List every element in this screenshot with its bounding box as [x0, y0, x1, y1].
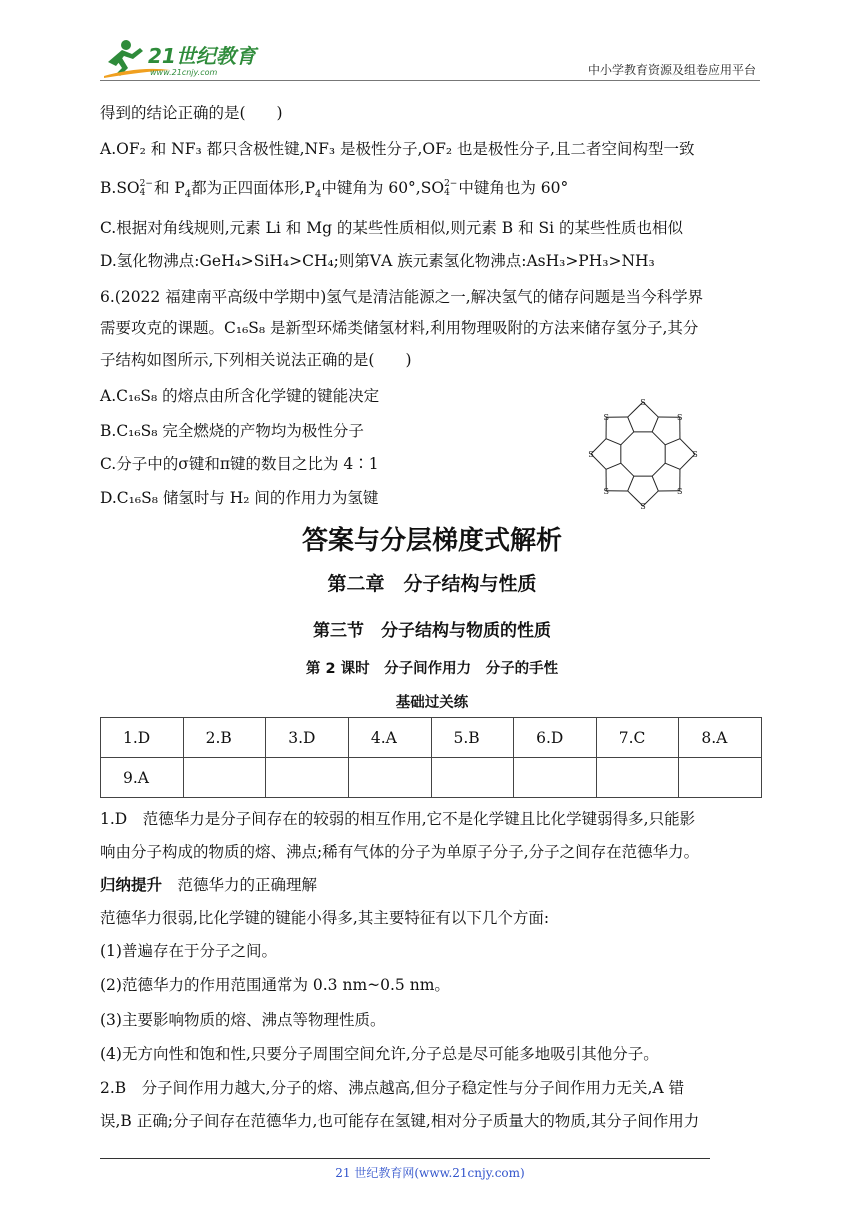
q6-stem-line2: 需要攻克的课题。C₁₆S₈ 是新型环烯类储氢材料,利用物理吸附的方法来储存氢分子,其分 — [100, 319, 699, 337]
main-title: 答案与分层梯度式解析 — [301, 526, 562, 556]
answer-cell: 2.B — [183, 718, 266, 758]
answer-cell — [679, 758, 762, 798]
q6-stem-line3: 子结构如图所示,下列相关说法正确的是( ) — [100, 351, 412, 369]
summary-label: 归纳提升 — [100, 876, 163, 894]
explanation-2-line1: 2.B 分子间作用力越大,分子的熔、沸点越高,但分子稳定性与分子间作用力无关,A 错 — [100, 1079, 685, 1097]
answer-cell — [348, 758, 431, 798]
q6-option-a: A.C₁₆S₈ 的熔点由所含化学键的键能决定 — [100, 387, 380, 405]
chapter-title: 第二章 分子结构与性质 — [327, 573, 537, 595]
sulfur-label: S — [677, 486, 683, 496]
summary-heading — [100, 874, 317, 896]
q5-option-a: A.OF₂ 和 NF₃ 都只含极性键,NF₃ 是极性分子,OF₂ 也是极性分子,且二者空间构型一致 — [100, 140, 695, 158]
q6-option-d: D.C₁₆S₈ 储氢时与 H₂ 间的作用力为氢键 — [100, 489, 379, 507]
explanation-1-line2: 响由分子构成的物质的熔、沸点;稀有气体的分子为单原子分子,分子之间存在范德华力。 — [100, 843, 700, 861]
answer-cell — [266, 758, 349, 798]
summary-point-4: (4)无方向性和饱和性,只要分子周围空间允许,分子总是尽可能多地吸引其他分子。 — [100, 1045, 659, 1063]
platform-name: 中小学教育资源及组卷应用平台 — [587, 63, 756, 77]
footer-source: 21 世纪教育网(www.21cnjy.com) — [335, 1166, 525, 1180]
summary-title: 范德华力的正确理解 — [162, 876, 318, 894]
sulfur-label: S — [640, 502, 646, 511]
explanation-1-line1: 1.D 范德华力是分子间存在的较弱的相互作用,它不是化学键且比化学键弱得多,只能影 — [100, 810, 696, 828]
footer-divider — [100, 1158, 710, 1159]
c16s8-molecule-diagram — [566, 394, 721, 512]
sulfur-label: S — [677, 413, 683, 423]
summary-point-1: (1)普遍存在于分子之间。 — [100, 942, 277, 960]
summary-point-2: (2)范德华力的作用范围通常为 0.3 nm~0.5 nm。 — [100, 976, 450, 994]
explanation-2-line2: 误,B 正确;分子间存在范德华力,也可能存在氢键,相对分子质量大的物质,其分子间作用力 — [100, 1112, 700, 1130]
answer-cell: 9.A — [101, 758, 184, 798]
answer-cell — [183, 758, 266, 798]
svg-text:www.21cnjy.com: www.21cnjy.com — [150, 68, 218, 77]
answer-cell: 3.D — [266, 718, 349, 758]
answer-cell: 7.C — [596, 718, 679, 758]
answer-row — [101, 758, 762, 798]
q6-stem-line1: 6.(2022 福建南平高级中学期中)氢气是清洁能源之一,解决氢气的储存问题是当今科学界 — [100, 288, 704, 306]
answer-cell: 8.A — [679, 718, 762, 758]
practice-title: 基础过关练 — [395, 695, 469, 711]
section-title: 第三节 分子结构与物质的性质 — [313, 621, 551, 641]
sulfur-label: S — [603, 413, 609, 423]
answer-cell: 6.D — [514, 718, 597, 758]
answer-row — [101, 718, 762, 758]
q6-option-b: B.C₁₆S₈ 完全燃烧的产物均为极性分子 — [100, 422, 364, 440]
sulfur-label: S — [603, 486, 609, 496]
page-header — [100, 36, 760, 80]
answer-cell: 5.B — [431, 718, 514, 758]
answer-cell — [514, 758, 597, 798]
summary-intro: 范德华力很弱,比化学键的键能小得多,其主要特征有以下几个方面: — [100, 909, 550, 927]
summary-point-3: (3)主要影响物质的熔、沸点等物理性质。 — [100, 1011, 386, 1029]
header-divider — [100, 80, 760, 81]
site-logo — [100, 36, 260, 80]
sulfur-label: S — [692, 450, 698, 459]
answer-cell — [431, 758, 514, 798]
sulfur-label: S — [640, 398, 646, 407]
answer-cell: 1.D — [101, 718, 184, 758]
q5-stem-end: 得到的结论正确的是( ) — [100, 104, 283, 122]
answer-table — [100, 717, 762, 798]
svg-text:21世纪教育: 21世纪教育 — [148, 44, 256, 68]
q5-option-b: B.SO 2− 4 和 $P_4$都为正四面体形$,P_4$中键角为 60°,SO 2− 4 中键角也为 60° — [100, 179, 569, 201]
lesson-title: 第 2 课时 分子间作用力 分子的手性 — [305, 661, 559, 677]
q6-option-c: C.分子中的σ键和π键的数目之比为 4∶1 — [100, 455, 379, 473]
q5-option-d: D.氢化物沸点:GeH₄>SiH₄>CH₄;则第ⅤA 族元素氢化物沸点:AsH₃>PH₃>NH₃ — [100, 252, 655, 270]
answer-cell — [596, 758, 679, 798]
q5-option-c: C.根据对角线规则,元素 Li 和 Mg 的某些性质相似,则元素 B 和 Si 的某些性质也相似 — [100, 219, 684, 237]
answer-cell: 4.A — [348, 718, 431, 758]
sulfur-label: S — [588, 450, 594, 459]
